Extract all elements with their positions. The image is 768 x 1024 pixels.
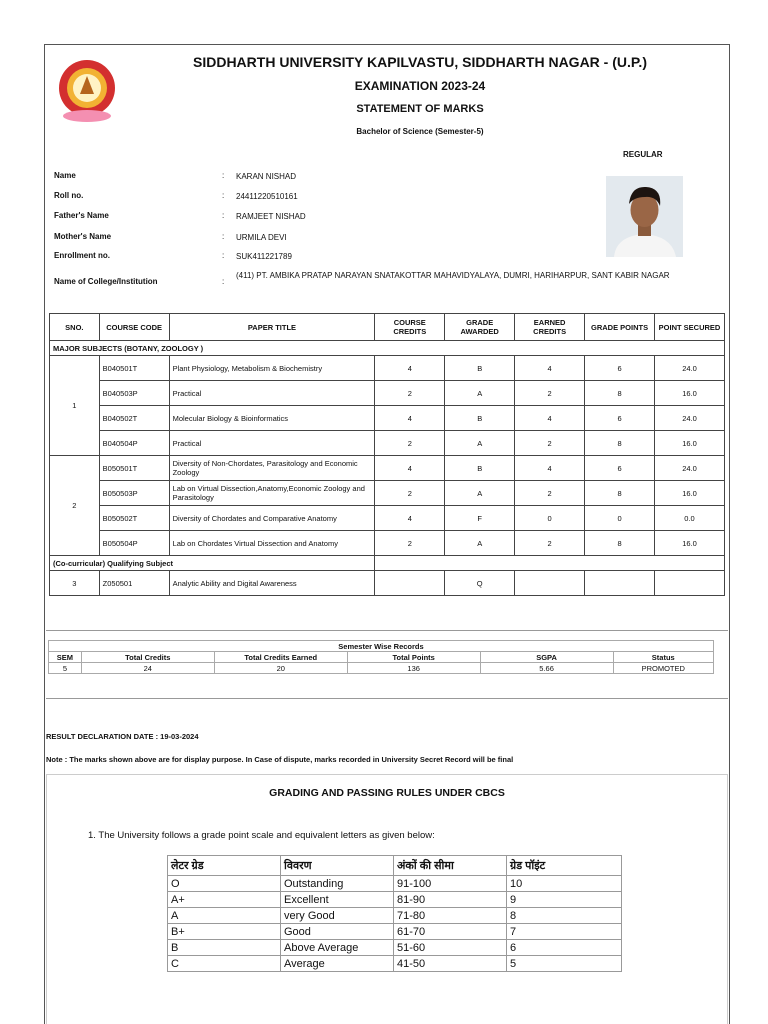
- programme-title: Bachelor of Science (Semester-5): [356, 127, 484, 136]
- regular-badge: REGULAR: [623, 150, 663, 159]
- marks-header-row: SNO. COURSE CODE PAPER TITLE COURSE CREDITS GRADE AWARDED EARNED CREDITS GRADE POINTS POINT SECURED: [50, 314, 725, 341]
- table-row: A very Good 71-80 8: [168, 908, 622, 924]
- student-photo: [606, 176, 683, 257]
- semester-title-row: Semester Wise Records: [49, 641, 714, 652]
- disclaimer-note: Note : The marks shown above are for display purpose. In Case of dispute, marks recorded in University Secret Record will be final: [46, 755, 514, 764]
- table-row: 3 Z050501 Analytic Ability and Digital Awareness Q: [50, 571, 725, 596]
- table-row: C Average 41-50 5: [168, 956, 622, 972]
- table-row: 2 B050501T Diversity of Non-Chordates, Parasitology and Economic Zoology 4 B 4 6 24.0: [50, 456, 725, 481]
- marks-table: [49, 313, 725, 596]
- cocurricular-row: (Co-curricular) Qualifying Subject: [50, 556, 725, 571]
- grading-rules-text: 1. The University follows a grade point scale and equivalent letters as given below:: [88, 830, 435, 841]
- grade-header-row: लेटर ग्रेड विवरण अंकों की सीमा ग्रेड पॉइंट: [168, 856, 622, 876]
- grade-scale-table: [167, 855, 622, 972]
- semester-header-row: SEM Total Credits Total Credits Earned Total Points SGPA Status: [49, 652, 714, 663]
- table-row: A+ Excellent 81-90 9: [168, 892, 622, 908]
- result-declaration-date: RESULT DECLARATION DATE : 19-03-2024: [46, 732, 199, 741]
- table-row: B050504P Lab on Chordates Virtual Dissection and Anatomy 2 A 2 8 16.0: [50, 531, 725, 556]
- table-row: B050503P Lab on Virtual Dissection,Anatomy,Economic Zoology and Parasitology 2 A 2 8 16.0: [50, 481, 725, 506]
- examination-title: EXAMINATION 2023-24: [354, 79, 486, 93]
- table-row: B040502T Molecular Biology & Bioinformatics 4 B 4 6 24.0: [50, 406, 725, 431]
- semester-values-row: 5 24 20 136 5.66 PROMOTED: [49, 663, 714, 674]
- table-row: 1 B040501T Plant Physiology, Metabolism & Biochemistry 4 B 4 6 24.0: [50, 356, 725, 381]
- table-row: O Outstanding 91-100 10: [168, 876, 622, 892]
- table-row: B050502T Diversity of Chordates and Comparative Anatomy 4 F 0 0 0.0: [50, 506, 725, 531]
- statement-title: STATEMENT OF MARKS: [356, 103, 484, 115]
- grading-rules-title: GRADING AND PASSING RULES UNDER CBCS: [269, 787, 505, 799]
- table-row: B Above Average 51-60 6: [168, 940, 622, 956]
- university-logo: [54, 58, 120, 124]
- table-row: B040503P Practical 2 A 2 8 16.0: [50, 381, 725, 406]
- major-subjects-row: MAJOR SUBJECTS (BOTANY, ZOOLOGY ): [50, 341, 725, 356]
- semester-records-table: [48, 640, 714, 674]
- table-row: B040504P Practical 2 A 2 8 16.0: [50, 431, 725, 456]
- university-title: SIDDHARTH UNIVERSITY KAPILVASTU, SIDDHARTH NAGAR - (U.P.): [193, 54, 647, 70]
- table-row: B+ Good 61-70 7: [168, 924, 622, 940]
